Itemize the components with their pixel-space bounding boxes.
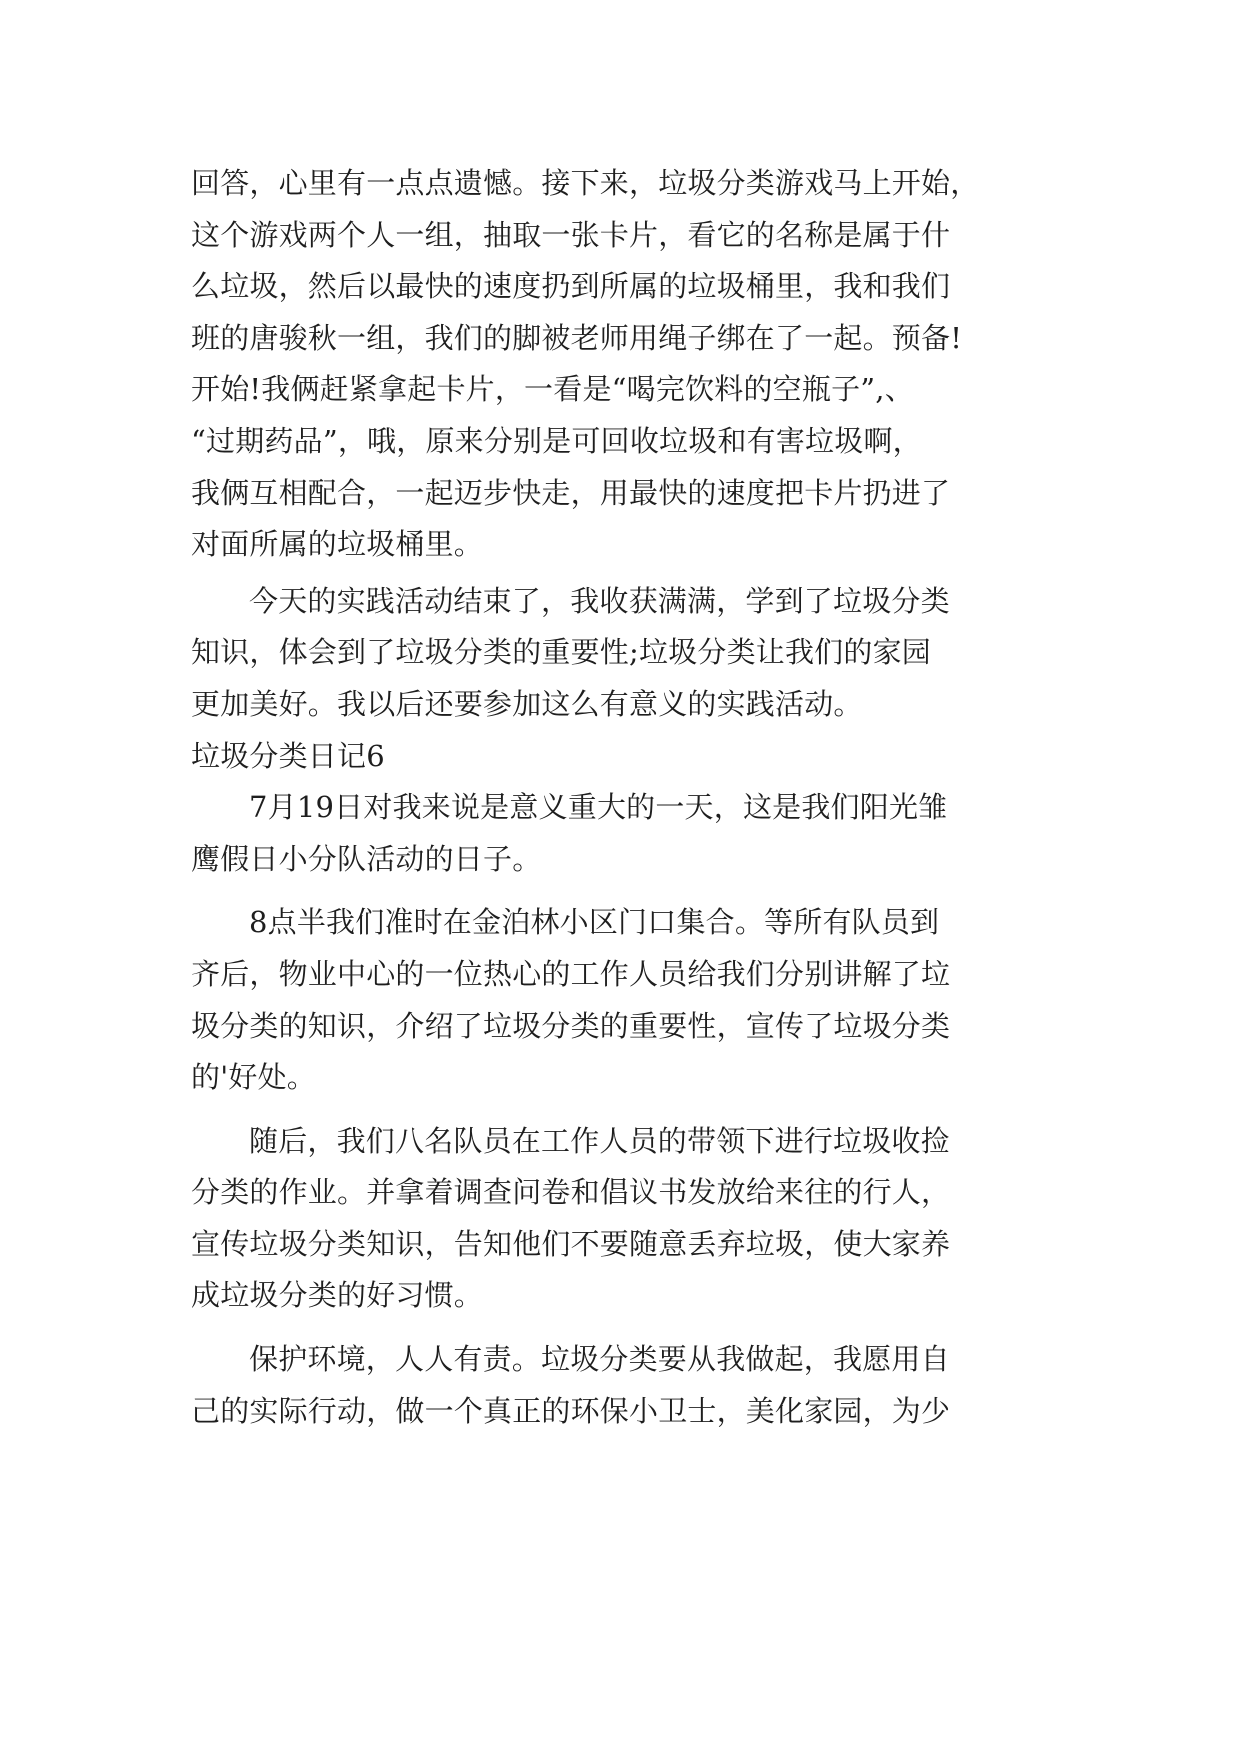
paragraph-date-intro — [191, 782, 1059, 885]
text-line: 宣传垃圾分类知识，告知他们不要随意丢弃垃圾，使大家养 — [191, 1226, 951, 1261]
text-line: 齐后，物业中心的一位热心的工作人员给我们分别讲解了垃 — [191, 956, 951, 991]
text-line: 鹰假日小分队活动的日子。 — [191, 841, 542, 876]
heading-text: 垃圾分类日记6 — [191, 738, 385, 773]
paragraph-sorting-work — [191, 1116, 1059, 1322]
text-line: 7月19日对我来说是意义重大的一天，这是我们阳光雏 — [249, 790, 948, 825]
text-line: 开始!我俩赶紧拿起卡片，一看是“喝完饮料的空瓶子”,、 — [191, 372, 914, 407]
text-line: 分类的作业。并拿着调查问卷和倡议书发放给来往的行人， — [191, 1175, 951, 1210]
paragraph-environment — [191, 1334, 1059, 1437]
text-line: 成垃圾分类的好习惯。 — [191, 1278, 484, 1313]
text-line: 的'好处。 — [191, 1060, 316, 1095]
text-line: 保护环境，人人有责。垃圾分类要从我做起，我愿用自 — [249, 1342, 950, 1377]
text-line: 么垃圾，然后以最快的速度扔到所属的垃圾桶里，我和我们 — [191, 269, 951, 304]
paragraph-assembly — [191, 897, 1059, 1103]
paragraph-game-description — [191, 158, 1059, 571]
text-line: 更加美好。我以后还要参加这么有意义的实践活动。 — [191, 686, 863, 721]
text-line: 这个游戏两个人一组，抽取一张卡片，看它的名称是属于什 — [191, 217, 951, 252]
text-line: “过期药品”，哦，原来分别是可回收垃圾和有害垃圾啊， — [191, 423, 922, 458]
text-line: 今天的实践活动结束了，我收获满满，学到了垃圾分类 — [249, 583, 950, 618]
text-line: 圾分类的知识，介绍了垃圾分类的重要性，宣传了垃圾分类 — [191, 1008, 951, 1043]
text-line: 随后，我们八名队员在工作人员的带领下进行垃圾收捡 — [249, 1123, 950, 1158]
text-line: 回答，心里有一点点遗憾。接下来，垃圾分类游戏马上开始， — [191, 166, 980, 200]
text-line: 对面所属的垃圾桶里。 — [191, 527, 484, 562]
document-body — [191, 158, 1059, 1437]
text-line: 我俩互相配合，一起迈步快走，用最快的速度把卡片扔进了 — [191, 475, 951, 510]
paragraph-conclusion — [191, 576, 1059, 731]
text-line: 班的唐骏秋一组，我们的脚被老师用绳子绑在了一起。预备! — [191, 320, 963, 355]
text-line: 己的实际行动，做一个真正的环保小卫士，美化家园，为少 — [191, 1393, 951, 1428]
section-heading — [191, 731, 1059, 783]
text-line: 8点半我们准时在金泊林小区门口集合。等所有队员到 — [249, 905, 940, 940]
text-line: 知识，体会到了垃圾分类的重要性;垃圾分类让我们的家园 — [191, 635, 931, 670]
